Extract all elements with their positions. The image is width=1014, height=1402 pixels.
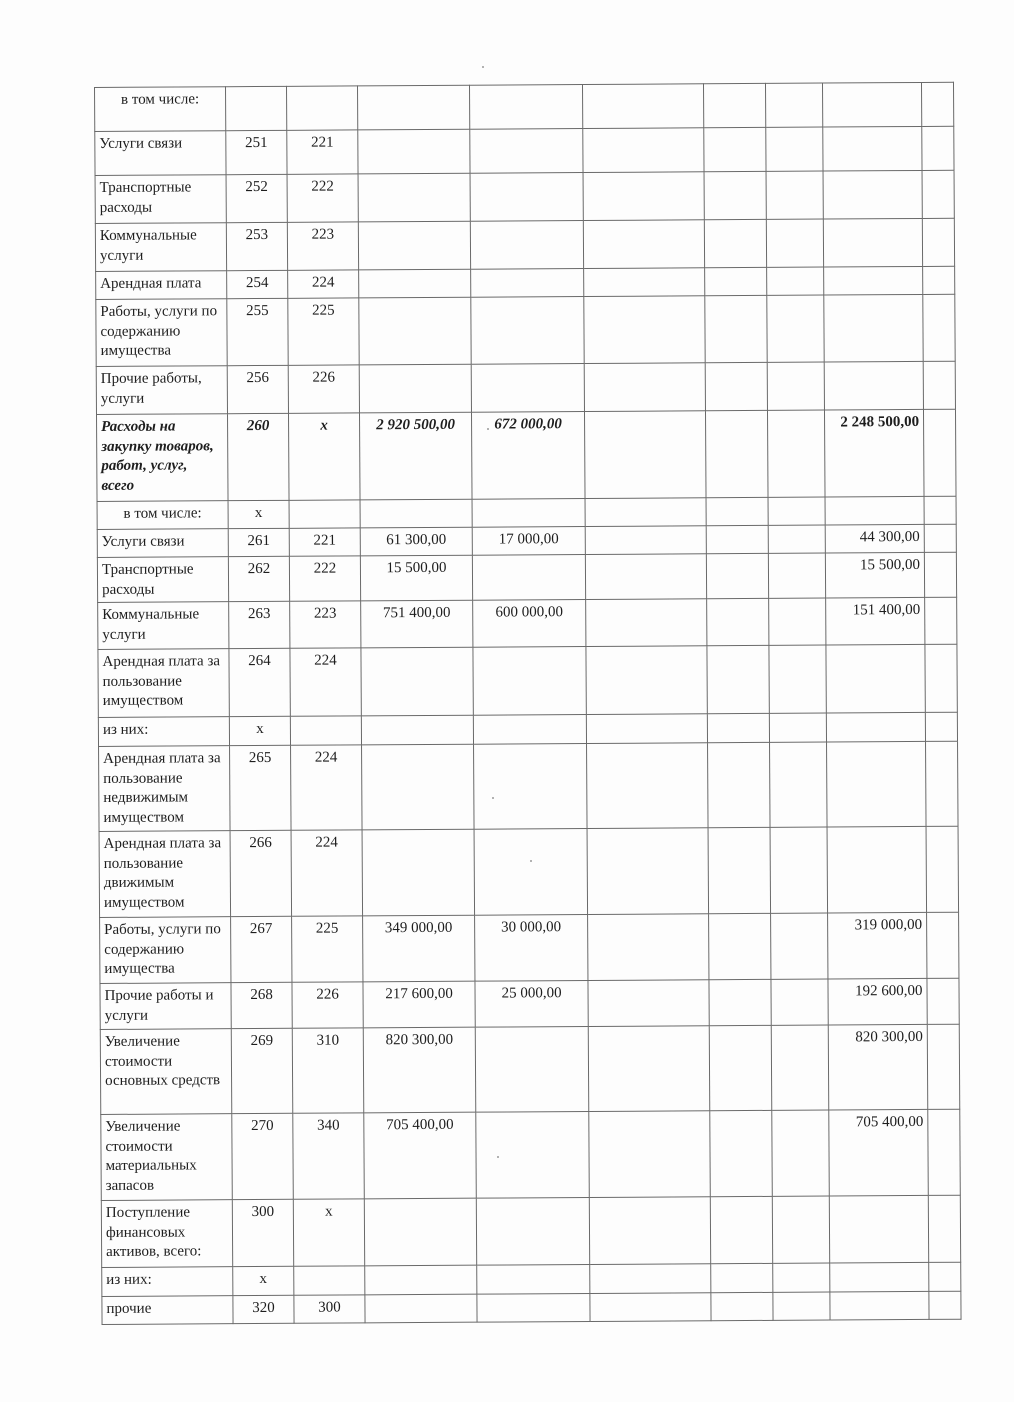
col8-cell — [768, 553, 825, 598]
row-name-cell: Арендная плата за пользование недвижимым имуществом — [99, 746, 231, 832]
col8-cell — [766, 219, 823, 267]
row-name-cell: Услуги связи — [97, 529, 228, 558]
col8-cell — [770, 827, 828, 913]
row-name-cell: в том числе: — [97, 501, 228, 530]
row-name-cell: Арендная плата за пользование имуществом — [98, 649, 229, 718]
col10-cell — [925, 644, 957, 712]
col10-cell — [924, 496, 956, 524]
income-amount-cell: 15 500,00 — [825, 552, 924, 598]
row-name-cell: Арендная плата за пользование движимым имуществом — [99, 831, 231, 918]
kosgu-code-cell: 225 — [288, 298, 359, 365]
col8-cell — [773, 1263, 830, 1292]
line-code-cell: 267 — [231, 916, 292, 982]
table-row — [101, 1195, 960, 1267]
col10-cell — [928, 1109, 961, 1195]
table-row — [102, 1291, 961, 1324]
col10-cell — [929, 1291, 961, 1319]
subsidy-amount-cell: 600 000,00 — [473, 600, 586, 648]
subsidy-amount-cell — [470, 221, 583, 270]
total-amount-cell — [361, 647, 473, 716]
col10-cell — [927, 1024, 960, 1109]
subsidy-amount-cell: 17 000,00 — [472, 527, 585, 556]
kosgu-code-cell: 225 — [292, 916, 363, 982]
col6-cell — [588, 1026, 710, 1112]
income-amount-cell — [825, 496, 924, 525]
total-amount-cell — [359, 297, 471, 365]
scan-speck — [492, 797, 494, 799]
col10-cell — [925, 712, 957, 741]
subsidy-amount-cell — [475, 1026, 589, 1112]
subsidy-amount-cell — [476, 1111, 590, 1198]
subsidy-amount-cell — [473, 647, 586, 716]
total-amount-cell — [365, 1265, 477, 1295]
total-amount-cell — [364, 1198, 476, 1266]
table-row — [98, 644, 957, 717]
col10-cell — [923, 294, 955, 361]
col6-cell — [588, 980, 709, 1027]
row-name-cell: Прочие работы и услуги — [100, 983, 231, 1030]
col7-cell — [708, 827, 771, 913]
col7-cell — [711, 1292, 773, 1320]
subsidy-amount-cell — [472, 555, 585, 601]
col6-cell — [590, 1293, 711, 1322]
kosgu-code-cell: 340 — [293, 1113, 365, 1199]
col8-cell — [771, 979, 828, 1025]
kosgu-code-cell: 223 — [290, 601, 361, 648]
scan-speck — [530, 860, 532, 862]
row-name-cell: прочие — [102, 1296, 233, 1325]
subsidy-amount-cell — [471, 297, 584, 365]
row-name-cell: Транспортные расходы — [97, 557, 228, 603]
col10-cell — [923, 409, 956, 496]
total-amount-cell: 705 400,00 — [364, 1112, 477, 1199]
kosgu-code-cell: 300 — [294, 1295, 365, 1323]
budget-table — [94, 82, 962, 1325]
col7-cell — [706, 553, 768, 598]
col6-cell — [583, 128, 704, 173]
table-row — [95, 170, 954, 223]
total-amount-cell — [362, 829, 475, 916]
col6-cell — [586, 599, 707, 647]
table-row — [95, 126, 954, 175]
kosgu-code-cell — [294, 1266, 365, 1295]
col8-cell — [770, 742, 828, 827]
col6-cell — [584, 363, 705, 412]
col6-cell — [588, 914, 709, 981]
line-code-cell: 256 — [227, 365, 288, 413]
line-code-cell: 252 — [226, 174, 287, 222]
line-code-cell: 270 — [232, 1113, 294, 1199]
row-name-cell: Работы, услуги по содержанию имущества — [96, 299, 227, 367]
col8-cell — [769, 598, 826, 645]
total-amount-cell — [362, 744, 475, 830]
table-row — [99, 826, 959, 917]
row-name-cell: из них: — [102, 1267, 233, 1297]
row-name-cell: Коммунальные услуги — [95, 223, 226, 272]
total-amount-cell: 349 000,00 — [363, 915, 475, 982]
kosgu-code-cell: 226 — [288, 365, 359, 413]
col7-cell — [704, 171, 766, 219]
income-amount-cell — [824, 294, 923, 362]
kosgu-code-cell: 224 — [288, 270, 359, 298]
col7-cell — [710, 1110, 773, 1196]
income-amount-cell: 151 400,00 — [826, 597, 925, 645]
total-amount-cell — [365, 1294, 477, 1323]
col8-cell — [766, 127, 823, 171]
income-amount-cell — [824, 266, 923, 295]
col6-cell — [587, 828, 709, 915]
table-row — [96, 361, 955, 414]
col10-cell — [927, 912, 959, 978]
kosgu-code-cell: 223 — [287, 222, 358, 270]
kosgu-code-cell: 226 — [292, 982, 363, 1028]
col6-cell — [590, 1264, 711, 1294]
subsidy-amount-cell: 30 000,00 — [475, 915, 588, 982]
row-name-cell: Увеличение стоимости основных средств — [100, 1029, 232, 1115]
total-amount-cell — [359, 269, 471, 298]
col8-cell — [771, 913, 828, 979]
row-name-cell: Расходы на закупку товаров, работ, услуг, всего — [97, 414, 229, 502]
table-row — [97, 552, 956, 602]
row-name-cell: Увеличение стоимости материальных запасов — [101, 1114, 233, 1201]
income-amount-cell: 192 600,00 — [828, 978, 927, 1025]
row-name-cell: Коммунальные услуги — [98, 602, 229, 650]
col8-cell — [767, 362, 824, 410]
kosgu-code-cell — [290, 716, 361, 745]
total-amount-cell — [359, 364, 471, 413]
col8-cell — [773, 1292, 830, 1320]
total-amount-cell — [360, 499, 472, 528]
income-amount-cell — [827, 826, 927, 913]
col7-cell — [707, 645, 769, 713]
income-amount-cell: 319 000,00 — [828, 912, 927, 979]
col8-cell — [765, 83, 822, 127]
income-amount-cell — [824, 361, 923, 410]
subsidy-amount-cell — [471, 269, 584, 298]
total-amount-cell — [357, 85, 469, 130]
col10-cell — [925, 597, 957, 644]
col10-cell — [929, 1262, 961, 1291]
col6-cell — [584, 296, 705, 364]
line-code-cell: 265 — [230, 745, 292, 830]
subsidy-amount-cell — [477, 1264, 590, 1294]
col8-cell — [768, 525, 825, 553]
col6-cell — [583, 172, 704, 221]
col8-cell — [766, 171, 823, 219]
table-row — [100, 1024, 960, 1114]
total-amount-cell — [361, 715, 473, 745]
total-amount-cell: 2 920 500,00 — [359, 412, 472, 500]
kosgu-code-cell: 224 — [291, 745, 363, 830]
col7-cell — [706, 497, 768, 525]
kosgu-code-cell: 310 — [292, 1028, 364, 1113]
income-amount-cell — [830, 1262, 929, 1292]
col10-cell — [923, 266, 955, 294]
income-amount-cell: 820 300,00 — [828, 1024, 928, 1110]
line-code-cell: x — [228, 500, 289, 528]
col10-cell — [921, 82, 953, 126]
total-amount-cell: 217 600,00 — [363, 981, 475, 1028]
col7-cell — [709, 1025, 772, 1110]
col10-cell — [922, 170, 954, 218]
kosgu-code-cell: 224 — [291, 830, 363, 916]
line-code-cell: 263 — [229, 601, 290, 648]
subsidy-amount-cell — [470, 173, 583, 222]
row-name-cell: из них: — [98, 717, 229, 747]
line-code-cell: 253 — [226, 222, 287, 270]
col8-cell — [772, 1196, 829, 1263]
col10-cell — [922, 126, 954, 170]
row-name-cell: в том числе: — [95, 87, 226, 132]
line-code-cell: 251 — [226, 130, 287, 174]
table-row — [98, 597, 957, 649]
line-code-cell: 266 — [230, 830, 292, 916]
col7-cell — [707, 598, 769, 645]
col8-cell — [769, 713, 826, 742]
line-code-cell: 255 — [227, 298, 288, 365]
col6-cell — [582, 84, 703, 129]
scan-speck — [482, 66, 484, 68]
income-amount-cell — [830, 1291, 929, 1320]
income-amount-cell — [826, 644, 925, 713]
col10-cell — [922, 218, 954, 266]
col7-cell — [704, 127, 766, 171]
col7-cell — [707, 713, 769, 742]
subsidy-amount-cell — [474, 829, 588, 916]
total-amount-cell: 61 300,00 — [360, 527, 472, 556]
income-amount-cell — [823, 126, 922, 171]
col8-cell — [771, 1025, 829, 1110]
row-name-cell: Услуги связи — [95, 131, 226, 176]
line-code-cell: 300 — [232, 1199, 293, 1266]
income-amount-cell: 2 248 500,00 — [824, 409, 924, 497]
kosgu-code-cell: 222 — [289, 556, 360, 601]
subsidy-amount-cell — [470, 129, 583, 174]
col8-cell — [767, 295, 824, 362]
subsidy-amount-cell: 25 000,00 — [475, 980, 588, 1027]
col7-cell — [711, 1263, 773, 1292]
income-amount-cell — [822, 82, 921, 127]
subsidy-amount-cell — [476, 1197, 589, 1265]
col6-cell — [583, 220, 704, 269]
col7-cell — [708, 742, 771, 827]
income-amount-cell — [823, 218, 922, 267]
line-code-cell: 269 — [231, 1028, 293, 1113]
line-code-cell: 268 — [231, 982, 292, 1028]
col7-cell — [710, 1196, 772, 1263]
scan-speck — [497, 1156, 499, 1158]
subsidy-amount-cell: 672 000,00 — [471, 412, 585, 500]
col8-cell — [769, 645, 826, 713]
kosgu-code-cell: 224 — [290, 648, 361, 716]
income-amount-cell — [827, 741, 927, 827]
row-name-cell: Арендная плата — [96, 271, 227, 300]
subsidy-amount-cell — [474, 744, 588, 830]
line-code-cell: 260 — [227, 413, 289, 500]
col6-cell — [585, 554, 706, 600]
row-name-cell: Поступление финансовых активов, всего: — [101, 1200, 232, 1268]
kosgu-code-cell: 221 — [287, 130, 358, 174]
col6-cell — [585, 526, 706, 555]
col7-cell — [709, 913, 771, 979]
col7-cell — [706, 525, 768, 553]
col8-cell — [772, 1110, 830, 1196]
line-code-cell: 320 — [233, 1295, 294, 1323]
line-code-cell: x — [229, 716, 290, 745]
line-code-cell: 254 — [227, 270, 288, 298]
col7-cell — [705, 295, 767, 362]
total-amount-cell — [358, 129, 470, 174]
kosgu-code-cell — [289, 500, 360, 528]
income-amount-cell — [826, 712, 925, 742]
col10-cell — [924, 524, 956, 552]
col10-cell — [926, 741, 959, 826]
col7-cell — [704, 219, 766, 267]
line-code-cell — [226, 86, 287, 130]
kosgu-code-cell: x — [288, 413, 360, 500]
subsidy-amount-cell — [469, 85, 582, 130]
col6-cell — [585, 498, 706, 527]
row-name-cell: Транспортные расходы — [95, 175, 226, 224]
col6-cell — [586, 714, 707, 744]
col10-cell — [927, 978, 959, 1024]
kosgu-code-cell — [286, 86, 357, 130]
table-row — [99, 741, 959, 831]
income-amount-cell: 44 300,00 — [825, 524, 924, 553]
subsidy-amount-cell — [473, 715, 586, 745]
col6-cell — [589, 1111, 711, 1198]
subsidy-amount-cell — [477, 1293, 590, 1322]
col6-cell — [584, 411, 706, 499]
col6-cell — [589, 1197, 710, 1265]
total-amount-cell: 820 300,00 — [363, 1027, 476, 1113]
row-name-cell: Работы, услуги по содержанию имущества — [100, 917, 231, 984]
col7-cell — [703, 83, 765, 127]
col7-cell — [705, 362, 767, 410]
total-amount-cell — [358, 173, 470, 222]
table-row — [100, 978, 959, 1029]
income-amount-cell — [829, 1195, 928, 1263]
col10-cell — [928, 1195, 960, 1262]
kosgu-code-cell: 222 — [287, 174, 358, 222]
col6-cell — [586, 646, 707, 715]
col10-cell — [926, 826, 959, 912]
line-code-cell: 261 — [228, 528, 289, 556]
table-row — [95, 82, 954, 131]
table-row — [100, 912, 959, 983]
total-amount-cell: 751 400,00 — [361, 600, 473, 648]
total-amount-cell: 15 500,00 — [360, 555, 472, 601]
total-amount-cell — [358, 221, 470, 270]
income-amount-cell — [823, 170, 922, 219]
line-code-cell: 264 — [229, 648, 290, 716]
table-row — [95, 218, 954, 271]
line-code-cell: x — [233, 1266, 294, 1295]
table-row — [101, 1109, 961, 1200]
col7-cell — [709, 979, 771, 1025]
col10-cell — [924, 552, 956, 597]
scan-speck — [487, 428, 489, 430]
table-row — [97, 409, 957, 501]
table-row — [96, 294, 955, 366]
col7-cell — [705, 410, 768, 497]
subsidy-amount-cell — [472, 499, 585, 528]
income-amount-cell: 705 400,00 — [829, 1109, 929, 1196]
line-code-cell: 262 — [228, 556, 289, 601]
col7-cell — [705, 267, 767, 295]
subsidy-amount-cell — [471, 364, 584, 413]
col8-cell — [767, 410, 825, 497]
col8-cell — [767, 267, 824, 295]
col10-cell — [923, 361, 955, 409]
kosgu-code-cell: x — [293, 1199, 364, 1266]
col6-cell — [584, 268, 705, 297]
kosgu-code-cell: 221 — [289, 528, 360, 556]
row-name-cell: Прочие работы, услуги — [96, 366, 227, 415]
col6-cell — [587, 743, 709, 829]
col8-cell — [768, 497, 825, 525]
table-body — [95, 82, 962, 1324]
